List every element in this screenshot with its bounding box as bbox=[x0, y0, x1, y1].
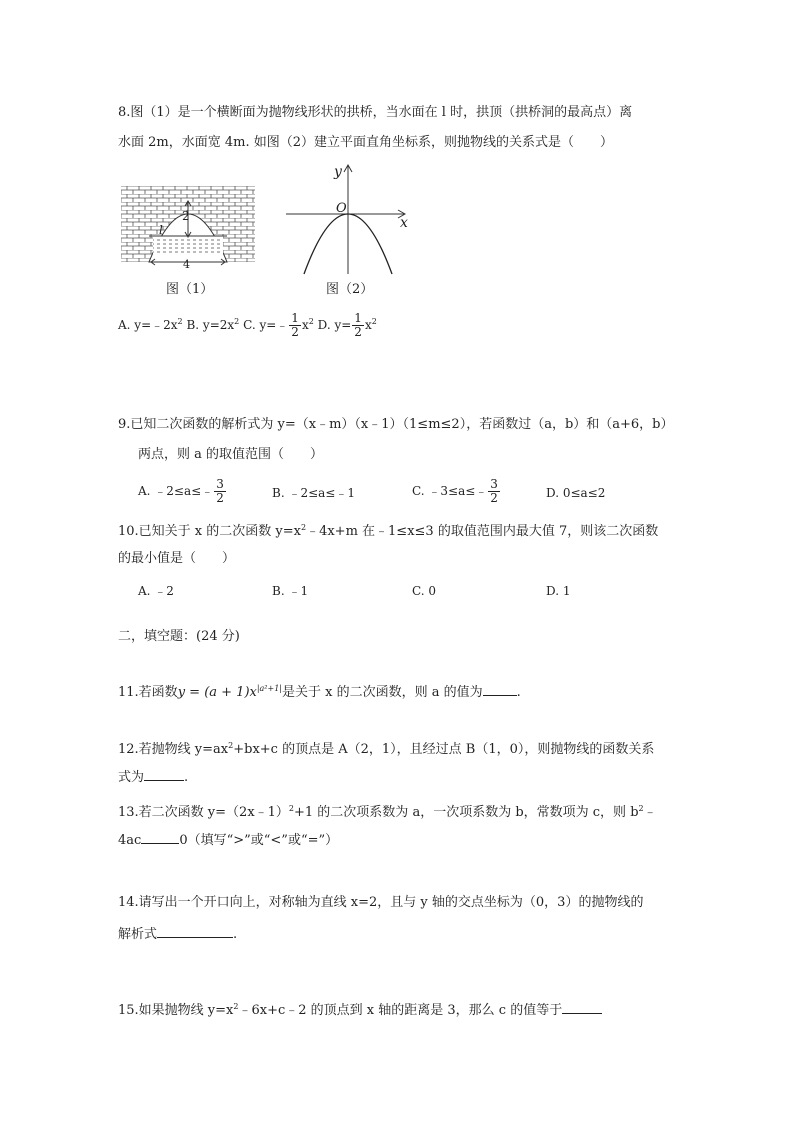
q13-answer-blank[interactable] bbox=[141, 831, 179, 844]
q14-line2: 解析式 . bbox=[118, 927, 238, 942]
q9-option-a: A. ﹣2≤a≤﹣ $\frac{3}{2}$ bbox=[138, 477, 224, 505]
q12-line1: 12.若抛物线 $y=ax^2+bx+c$ 的顶点是 A（2，1），且经过点 B（1，0），则抛物线的函数关系 bbox=[118, 741, 655, 757]
label-origin: O bbox=[336, 201, 347, 216]
q8-line1: 8.图（1）是一个横断面为抛物线形状的拱桥，当水面在 l 时，拱顶（拱桥洞的最高点）离 bbox=[118, 105, 633, 120]
q8-option-b: B. $y=2x^2$ bbox=[186, 317, 240, 332]
q12-answer-blank[interactable] bbox=[144, 768, 184, 781]
q13-line1: 13.若二次函数 y=（2x﹣1）$^2$+1 的二次项系数为 a，一次项系数为 b，常数项为 c，则 $b^2﹣$ bbox=[118, 804, 657, 820]
q15-answer-blank[interactable] bbox=[562, 1001, 602, 1014]
q9-option-b: B. ﹣2≤a≤﹣1 bbox=[272, 486, 355, 500]
q8-options bbox=[118, 312, 377, 339]
q11-exponent: |a²+1| bbox=[256, 684, 283, 693]
q10-option-b: B. ﹣1 bbox=[272, 584, 309, 598]
figure-1-arch-bridge bbox=[121, 186, 255, 268]
q11-line: 11.若函数$y = (a + 1)x^{|a^2+1|}$是关于 x 的二次函数，则 a 的值为 . bbox=[118, 684, 521, 700]
figure-2-parabola bbox=[284, 162, 414, 278]
q15-line: 15.如果抛物线 $y=x^2﹣6x+c﹣2$ 的顶点到 x 轴的距离是 3，那么 c 的值等于 bbox=[118, 998, 602, 1020]
q10-line2: 的最小值是（ ） bbox=[118, 551, 236, 566]
label-height: 2 bbox=[182, 209, 190, 223]
q8-option-c: C. y=﹣ $\frac{1}{2}$ $x^2$ bbox=[243, 311, 314, 339]
figure-1-caption: 图（1） bbox=[166, 282, 214, 297]
q8-line2: 水面 2m，水面宽 4m. 如图（2）建立平面直角坐标系，则抛物线的关系式是（ ） bbox=[118, 135, 613, 150]
q9-line1: 9.已知二次函数的解析式为 y=（x﹣m）（x﹣1）（1≤m≤2），若函数过（a，b）和（a+6，b） bbox=[118, 417, 674, 432]
q8-option-d: D. y= $\frac{1}{2}$ $x^2$ bbox=[317, 311, 377, 339]
section-2-heading: 二，填空题：(24 分) bbox=[118, 629, 240, 644]
label-width: 4 bbox=[183, 258, 190, 268]
figure-2-caption: 图（2） bbox=[326, 282, 374, 297]
q10-line1: 10.已知关于 x 的二次函数 $y=x^2﹣4x+m$ 在﹣1≤x≤3 的取值范围内最大值 7，则该二次函数 bbox=[118, 523, 659, 539]
q9-line2: 两点，则 a 的取值范围（ ） bbox=[138, 447, 324, 462]
q8-option-a: A. $y=﹣2x^2$ bbox=[118, 317, 183, 332]
q14-line1: 14.请写出一个开口向上，对称轴为直线 x=2，且与 y 轴的交点坐标为（0，3）的抛物线的 bbox=[118, 895, 644, 910]
label-x-axis: x bbox=[400, 215, 408, 231]
label-waterline: l bbox=[159, 223, 163, 237]
q9-option-c: C. ﹣3≤a≤﹣ $\frac{3}{2}$ bbox=[412, 477, 498, 505]
q11-formula: y = (a + 1)x bbox=[177, 685, 257, 700]
q14-answer-blank[interactable] bbox=[157, 925, 233, 938]
q10-option-c: C. 0 bbox=[412, 584, 437, 598]
q13-line2: 4ac 0（填写“>”或“<”或“=”） bbox=[118, 833, 339, 848]
q9-option-d: D. 0≤a≤2 bbox=[546, 486, 606, 500]
q10-option-a: A. ﹣2 bbox=[138, 584, 174, 598]
q12-line2: 式为 . bbox=[118, 770, 189, 785]
q10-option-d: D. 1 bbox=[546, 584, 571, 598]
water-surface bbox=[153, 236, 223, 254]
q11-answer-blank[interactable] bbox=[483, 683, 517, 696]
label-y-axis: y bbox=[334, 164, 342, 180]
